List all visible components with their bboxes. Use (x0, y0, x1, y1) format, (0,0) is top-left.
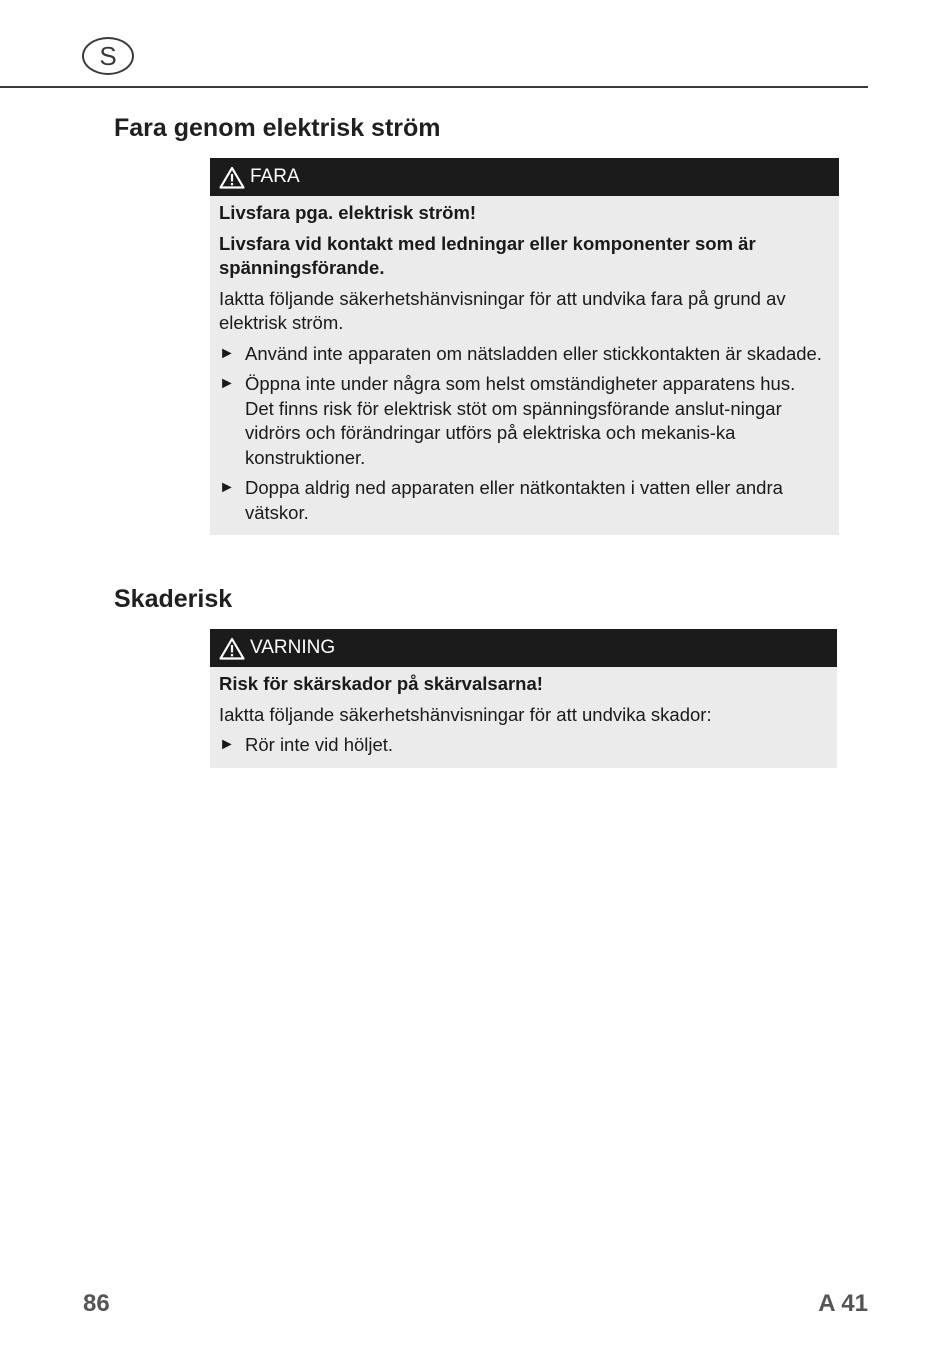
triangle-right-icon: ► (219, 344, 235, 362)
bullet-item (219, 372, 829, 470)
warning-box (210, 629, 837, 768)
bullet-text: Använd inte apparaten om nätsladden eller stickkontakten är skadade. (245, 342, 822, 364)
danger-title: Livsfara pga. elektrisk ström! (219, 202, 477, 223)
model-name: A 41 (818, 1290, 868, 1317)
page-number: 86 (83, 1290, 110, 1317)
bullet-item (219, 342, 829, 367)
section-heading-injury: Skaderisk (114, 585, 233, 613)
bullet-item (219, 476, 829, 525)
danger-label: FARA (250, 166, 300, 187)
warning-box-header (210, 629, 837, 667)
bullet-text: Rör inte vid höljet. (245, 734, 394, 755)
warning-title: Risk för skärskador på skärvalsarna! (219, 673, 543, 694)
bullet-item (219, 733, 827, 758)
danger-subtitle: Livsfara vid kontakt med ledningar eller komponenter som är spänningsförande. (219, 232, 756, 278)
language-code: S (99, 40, 117, 71)
bullet-text: Doppa aldrig ned apparaten eller nätkontakten i vatten eller andra vätskor. (245, 477, 783, 523)
warning-label: VARNING (250, 637, 336, 658)
danger-box-header (210, 158, 839, 196)
danger-intro: Iaktta följande säkerhetshänvisningar för att undvika fara på grund av elektrisk ström. (219, 287, 786, 333)
section-heading-electric: Fara genom elektrisk ström (114, 114, 441, 142)
bullet-text: Öppna inte under några som helst omständigheter apparatens hus. Det finns risk för elektrisk stöt om spänningsförande anslut-ningar vidrörs och förändringar utförs på elektriska och mekanis-ka konstruktioner. (245, 373, 796, 468)
warning-triangle-icon (219, 637, 245, 660)
warning-box-body (210, 667, 837, 768)
header-divider (0, 86, 868, 88)
warning-triangle-icon (219, 166, 245, 189)
triangle-right-icon: ► (219, 736, 235, 753)
warning-intro: Iaktta följande säkerhetshänvisningar för att undvika skador: (219, 703, 712, 725)
triangle-right-icon: ► (219, 375, 235, 392)
language-badge (82, 37, 134, 75)
danger-box (210, 158, 839, 535)
danger-box-body (210, 196, 839, 535)
triangle-right-icon: ► (219, 479, 235, 496)
